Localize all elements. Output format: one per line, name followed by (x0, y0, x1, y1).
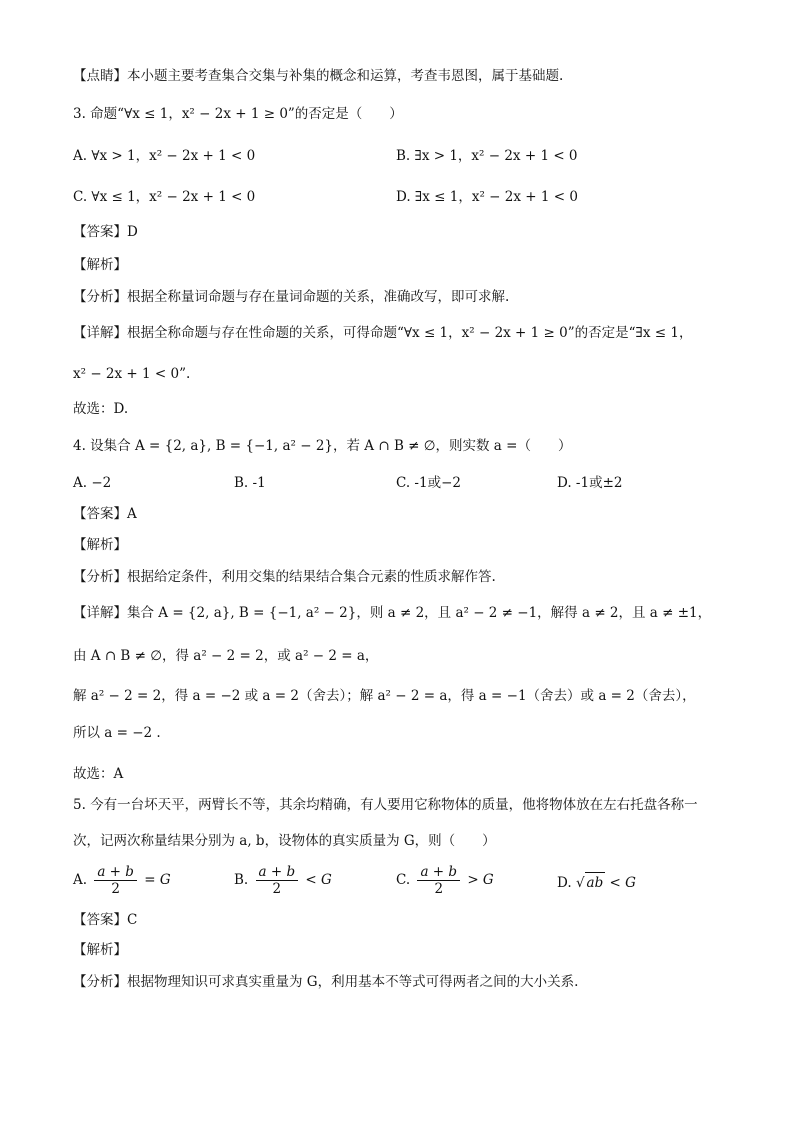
q5-option-c (396, 864, 494, 897)
q5-option-a-label: A. (73, 872, 88, 888)
q5-option-b-relation: < G (305, 872, 332, 888)
q4-option-d: D. -1或±2 (557, 475, 623, 491)
q5-option-b-numerator: a + b (256, 864, 299, 881)
q5-stem-2: 次，记两次称量结果分别为 a, b，设物体的真实质量为 G，则（ ） (73, 833, 496, 849)
q5-option-a-numerator: a + b (94, 864, 137, 881)
q5-option-c-fraction (417, 864, 460, 897)
sqrt-symbol: √ (575, 875, 585, 891)
q4-option-b: B. -1 (234, 475, 266, 491)
q5-option-c-denominator: 2 (434, 881, 444, 897)
q3-option-c: C. ∀x ≤ 1，x² − 2x + 1 < 0 (73, 189, 256, 205)
q5-option-c-numerator: a + b (417, 864, 460, 881)
q4-analysis-tag: 【解析】 (73, 537, 127, 553)
q4-choose: 故选：A (73, 766, 124, 782)
q3-xiangjie-2: x² − 2x + 1 < 0”. (73, 366, 191, 382)
q5-option-d-radicand: ab (585, 872, 606, 893)
q4-xiangjie-1: 【详解】集合 A = {2, a}, B = {−1, a² − 2}，则 a ≠ 2，且 a² − 2 ≠ −1，解得 a ≠ 2，且 a ≠ ±1， (73, 605, 712, 621)
q5-fenxi: 【分析】根据物理知识可求真实重量为 G，利用基本不等式可得两者之间的大小关系. (73, 974, 579, 990)
q3-choose: 故选：D. (73, 401, 129, 417)
q4-fenxi: 【分析】根据给定条件，利用交集的结果结合集合元素的性质求解作答. (73, 569, 496, 585)
q5-stem-1: 5. 今有一台坏天平，两臂长不等，其余均精确，有人要用它称物体的质量，他将物体放在左右托盘各称一 (73, 797, 698, 813)
q5-option-a-relation: = G (144, 872, 171, 888)
q3-stem: 3. 命题“∀x ≤ 1，x² − 2x + 1 ≥ 0”的否定是（ ） (73, 106, 403, 122)
q5-answer: 【答案】C (73, 912, 138, 928)
q5-option-a-denominator: 2 (111, 881, 120, 897)
q3-option-b: B. ∃x > 1，x² − 2x + 1 < 0 (396, 148, 578, 164)
q5-option-b-fraction (256, 864, 299, 897)
q3-answer: 【答案】D (73, 224, 138, 240)
q4-xiangjie-4: 所以 a = −2 . (73, 725, 161, 741)
q5-option-b-label: B. (234, 872, 249, 888)
q3-option-d: D. ∃x ≤ 1，x² − 2x + 1 < 0 (396, 189, 578, 205)
q5-option-d-label: D. (557, 875, 572, 891)
q4-xiangjie-3: 解 a² − 2 = 2，得 a = −2 或 a = 2（舍去）；解 a² − 2 = a，得 a = −1（舍去）或 a = 2（舍去）， (73, 688, 696, 704)
q3-option-a: A. ∀x > 1，x² − 2x + 1 < 0 (73, 148, 256, 164)
q4-option-c: C. -1或−2 (396, 475, 461, 491)
note-line: 【点睛】本小题主要考查集合交集与补集的概念和运算，考查韦恩图，属于基础题. (73, 68, 564, 84)
q5-option-a-fraction (94, 864, 137, 897)
q3-analysis-tag: 【解析】 (73, 257, 127, 273)
q4-answer: 【答案】A (73, 506, 137, 522)
q5-option-c-relation: > G (467, 872, 494, 888)
q5-option-d (557, 872, 636, 893)
q5-option-d-relation: < G (609, 875, 636, 891)
q4-stem: 4. 设集合 A = {2, a}, B = {−1, a² − 2}，若 A ∩ B ≠ ∅，则实数 a =（ ） (73, 438, 572, 454)
q5-option-c-label: C. (396, 872, 411, 888)
q5-analysis-tag: 【解析】 (73, 942, 127, 958)
q3-fenxi: 【分析】根据全称量词命题与存在量词命题的关系，准确改写，即可求解. (73, 289, 510, 305)
q5-option-a (73, 864, 171, 897)
q4-option-a: A. −2 (73, 475, 112, 491)
q5-option-b-denominator: 2 (272, 881, 282, 897)
q4-xiangjie-2: 由 A ∩ B ≠ ∅，得 a² − 2 = 2，或 a² − 2 = a， (73, 648, 379, 664)
q5-option-b (234, 864, 332, 897)
q3-xiangjie-1: 【详解】根据全称命题与存在性命题的关系，可得命题“∀x ≤ 1，x² − 2x + 1 ≥ 0”的否定是“∃x ≤ 1， (73, 325, 693, 341)
